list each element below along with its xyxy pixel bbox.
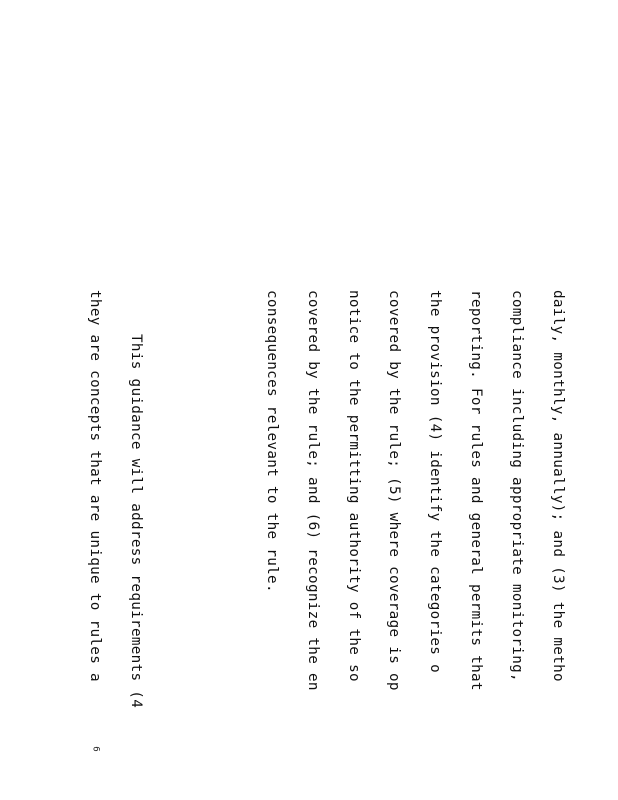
rotated-text-body: [0, 290, 618, 800]
paragraph-compliance-methods: [237, 290, 590, 800]
paragraph-gap: [197, 290, 211, 800]
text-line: consequences relevant to the rule.: [264, 290, 281, 593]
text-line: daily, monthly, annually); and (3) the metho: [549, 290, 566, 682]
text-line: This guidance will address requirements (4: [128, 334, 145, 709]
paragraph-guidance-scope: [61, 290, 170, 800]
text-line: notice to the permitting authority of the so: [345, 290, 362, 682]
text-line: reporting. For rules and general permits that: [468, 290, 485, 691]
text-line: covered by the rule; and (6) recognize the en: [304, 290, 321, 691]
text-line: compliance including appropriate monitoring,: [508, 290, 525, 682]
text-line: the provision (4) identify the categories o: [427, 290, 444, 674]
page-number: 6: [90, 746, 101, 752]
text-line: they are concepts that are unique to rules a: [87, 290, 104, 682]
paragraph-gap: [20, 290, 34, 800]
text-line: covered by the rule; (5) where coverage is op: [386, 290, 403, 691]
